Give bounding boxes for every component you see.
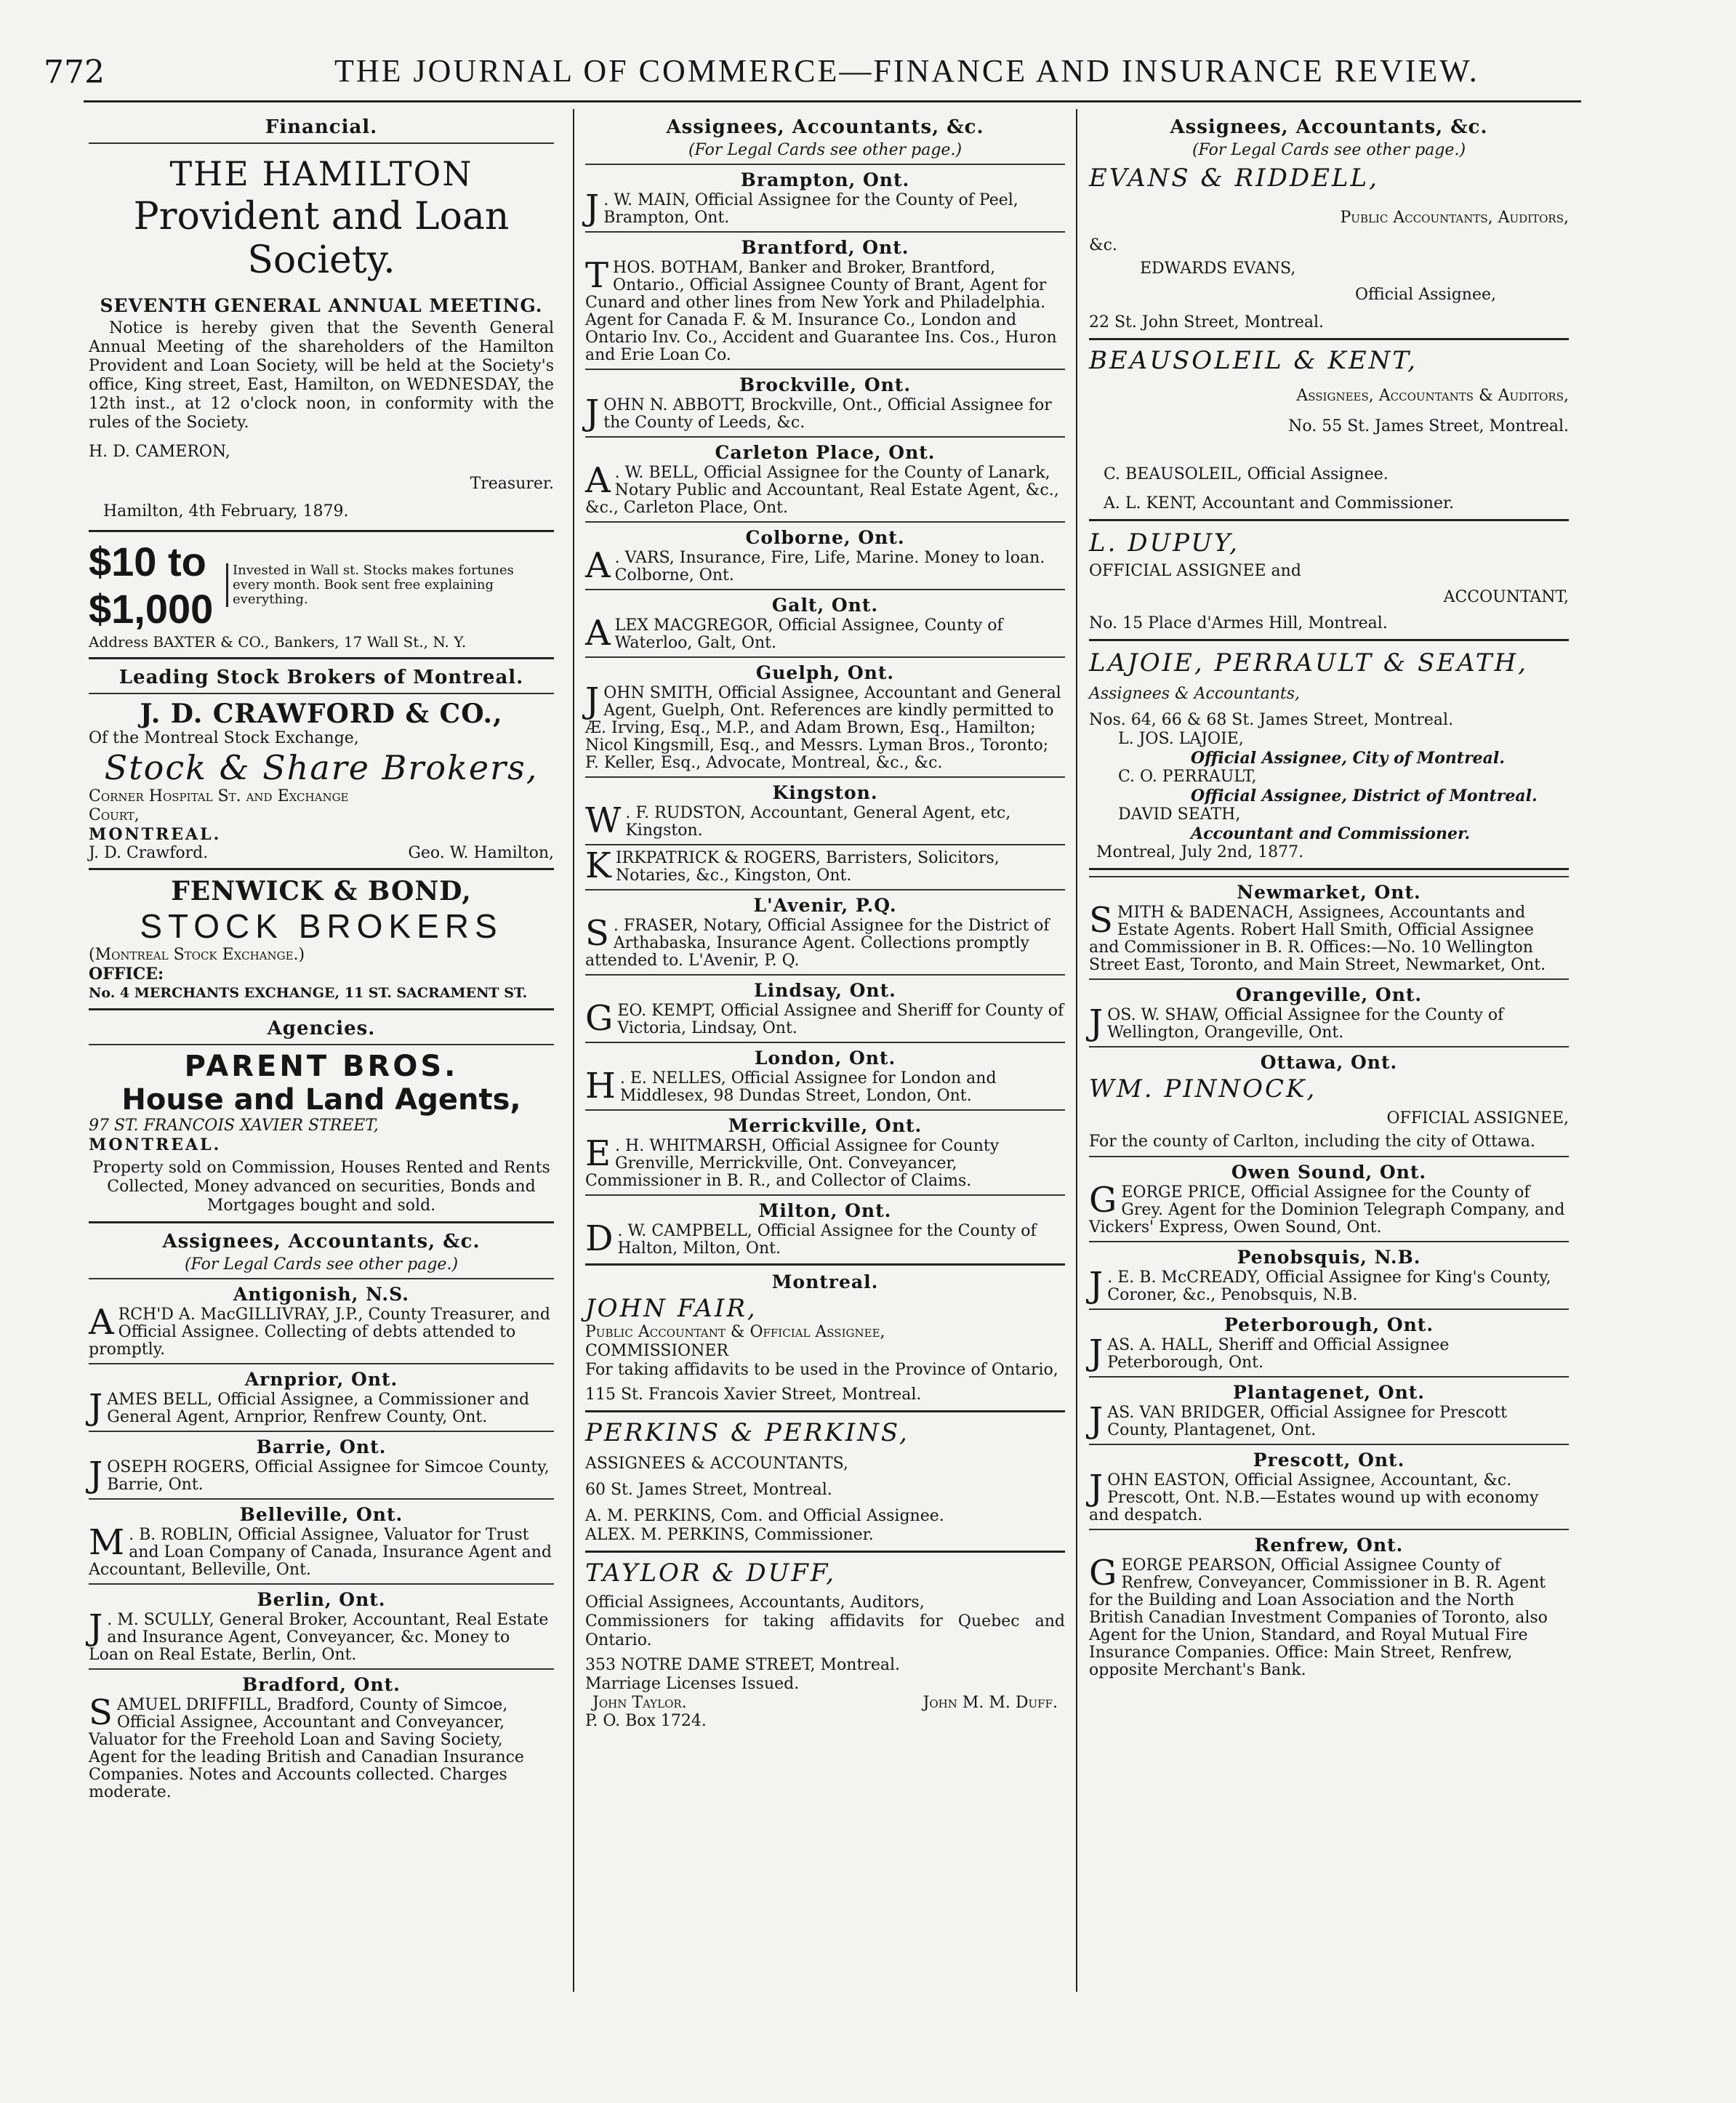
drop-cap: S [1089,900,1113,941]
divider [1089,1444,1569,1445]
list-item [585,913,1065,970]
place-heading: Brockville, Ont. [739,374,912,395]
divider [1089,338,1569,340]
section-note: (For Legal Cards see other page.) [184,1255,459,1274]
card-line: OFFICIAL ASSIGNEE, [1386,1109,1569,1127]
list-item [1089,1332,1569,1373]
entry-text: . M. SCULLY, General Broker, Accountant, Real Estate and Insurance Agent, Conveyancer, &c. Money to Loan on Real Estate, Berlin, Ont. [89,1611,549,1664]
divider [1089,1529,1569,1530]
card-line: Assignees, Accountants & Auditors, [1296,387,1569,405]
card-line: Official Assignee, [1355,286,1496,304]
place-heading: Kingston. [772,782,878,803]
card-line: Marriage Licenses Issued. [585,1675,800,1693]
entry-text: IRKPATRICK & ROGERS, Barristers, Solicitors, Notaries, &c., Kingston, Ont. [615,849,1000,885]
card-address: 22 St. John Street, Montreal. [1089,313,1325,331]
list-item [89,1522,554,1579]
entry-text: OS. W. SHAW, Official Assignee for the County of Wellington, Orangeville, Ont. [1107,1006,1504,1042]
card-person: DAVID SEATH, [1118,805,1241,824]
card-line: Accountant and Commissioner. [1191,824,1471,843]
entry-text: OHN SMITH, Official Assignee, Accountant and General Agent, Guelph, Ont. References are kindly permitted to Æ. Irving, Esq., M.P., and Adam Brown, Esq., Hamilton; Nicol Kingsmill, Esq., and Messrs. Lyman Bros., Toronto; F. Keller, Esq., Advocate, Montreal, &c., &c. [585,684,1061,772]
entry-text: OHN EASTON, Official Assignee, Accountant, &c. Prescott, Ont. N.B.—Estates wound up with economy and despatch. [1089,1471,1539,1524]
entry-text: EORGE PEARSON, Official Assignee County of Renfrew, Conveyancer, Commissioner in B. R. Agent for the Building and Loan Association and the North British Canadian Investment Companies of Toronto, also Agent for the Union, Standard, and Royal Mutual Fire Insurance Companies. Office: Main Street, Renfrew, opposite Merchant's Bank. [1089,1556,1548,1679]
place-heading: Newmarket, Ont. [1237,882,1421,903]
meeting-heading: SEVENTH GENERAL ANNUAL MEETING. [100,295,543,316]
divider [585,1194,1065,1196]
divider [585,776,1065,778]
entry-text: . W. BELL, Official Assignee for the County of Lanark, Notary Public and Accountant, Real Estate Agent, &c., &c., Carleton Place, Ont. [585,464,1059,517]
divider [89,1498,554,1500]
card-name: LAJOIE, PERRAULT & SEATH, [1089,648,1528,677]
card-line: Assignees & Accountants, [1089,685,1301,703]
entry-text: EO. KEMPT, Official Assignee and Sheriff for County of Victoria, Lindsay, Ont. [617,1002,1064,1037]
list-item [585,998,1065,1039]
partner-name: Geo. W. Hamilton, [408,844,554,862]
entry-text: AS. VAN BRIDGER, Official Assignee for Prescott County, Plantagenet, Ont. [1107,1404,1507,1439]
divider [585,844,1065,845]
card-person: C. O. PERRAULT, [1118,768,1257,786]
entry-text: RCH'D A. MacGILLIVRAY, J.P., County Treasurer, and Official Assignee. Collecting of debts attended to promptly. [89,1306,550,1359]
drop-cap: J [89,1387,103,1428]
drop-cap: J [1089,1468,1104,1508]
column-3 [1089,109,1569,1684]
divider [1089,868,1569,870]
section-heading: Financial. [265,116,378,138]
firm-name: PARENT BROS. [184,1050,459,1083]
place-heading: London, Ont. [754,1048,896,1069]
list-item [585,1133,1065,1190]
place-heading: Lindsay, Ont. [754,980,896,1001]
column-1 [89,109,554,1806]
divider [89,530,554,532]
entry-text: . FRASER, Notary, Official Assignee for the District of Arthabaska, Insurance Agent. Collections promptly attended to. L'Avenir, P. Q. [585,917,1050,970]
card-names [585,1694,1065,1712]
card-line: Commissioners for taking affidavits for Quebec and Ontario. [585,1612,1065,1649]
card-name: WM. PINNOCK, [1089,1074,1317,1103]
place-heading: Brantford, Ont. [741,237,909,258]
firm-city: MONTREAL. [89,1135,222,1154]
ad-title: Provident and Loan Society. [133,195,510,282]
entry-text: MITH & BADENACH, Assignees, Accountants and Estate Agents. Robert Hall Smith, Official Assignee and Commissioner in B. R. Offices:—No. 10 Wellington Street East, Toronto, and Main Street, Newmarket, Ont. [1089,904,1546,974]
card-line: P. O. Box 1724. [585,1712,707,1730]
entry-text: . F. RUDSTON, Accountant, General Agent, etc, Kingston. [625,804,1011,840]
divider [585,1042,1065,1043]
list-item [89,1607,554,1664]
drop-cap: J [1089,1002,1104,1043]
drop-cap: J [89,1607,103,1648]
firm-line: House and Land Agents, [121,1083,521,1117]
ad-title: THE HAMILTON [169,154,473,193]
firm-line: Court, [89,806,140,824]
card-line: COMMISSIONER [585,1342,728,1360]
section-heading: Assignees, Accountants, &c. [162,1231,481,1252]
place-heading: Colborne, Ont. [745,527,905,548]
list-item [89,1692,554,1801]
card-address: No. 15 Place d'Armes Hill, Montreal. [1089,614,1388,632]
firm-line: (Montreal Stock Exchange.) [89,946,305,964]
place-heading: Merrickville, Ont. [728,1115,923,1136]
divider [1089,519,1569,521]
card-date: Montreal, July 2nd, 1877. [1096,843,1304,861]
divider [1089,1241,1569,1242]
section-heading: Assignees, Accountants, &c. [1170,116,1488,138]
list-item [585,545,1065,586]
drop-cap: J [1089,1332,1104,1373]
place-heading: Plantagenet, Ont. [1232,1382,1426,1403]
column-rule [573,109,574,1992]
card-line: A. M. PERKINS, Com. and Official Assignee. [585,1507,944,1525]
divider [585,436,1065,438]
list-item [1089,1553,1569,1679]
entry-text: HOS. BOTHAM, Banker and Broker, Brantford, Ontario., Official Assignee County of Brant, Agent for Cunard and other lines from New York and Philadelphia. Agent for Canada F. & M. Insurance Co., London and Ontario Inv. Co., Accident and Guarantee Ins. Cos., Huron and Erie Loan Co. [585,259,1057,364]
entry-text: AS. A. HALL, Sheriff and Official Assignee Peterborough, Ont. [1107,1336,1450,1372]
divider [1089,639,1569,641]
divider [89,1044,554,1045]
card-line: ALEX. M. PERKINS, Commissioner. [585,1526,874,1544]
list-item [585,255,1065,364]
card-address: Nos. 64, 66 & 68 St. James Street, Montreal. [1089,711,1454,729]
date: Hamilton, 4th February, 1879. [103,502,349,520]
column-2 [585,109,1065,1731]
card-line: ACCOUNTANT, [1443,588,1569,606]
divider [89,1008,554,1010]
drop-cap: G [585,998,614,1039]
divider [585,369,1065,370]
signer: H. D. CAMERON, [89,443,230,461]
place-heading: Milton, Ont. [758,1200,892,1221]
section-note: (For Legal Cards see other page.) [688,141,963,159]
list-item [89,1455,554,1495]
entry-text: . E. NELLES, Official Assignee for London and Middlesex, 98 Dundas Street, London, Ont. [619,1069,997,1105]
firm-name: FENWICK & BOND, [171,876,472,906]
place-heading: Renfrew, Ont. [1254,1535,1404,1556]
card-name: TAYLOR & DUFF, [585,1559,836,1588]
entry-text: . E. B. McCREADY, Official Assignee for King's County, Coroner, &c., Penobsquis, N.B. [1107,1268,1551,1304]
divider [585,1551,1065,1553]
card-line: Public Accountants, Auditors, [1340,209,1569,227]
card-line: Official Assignee, City of Montreal. [1191,749,1505,768]
partner-name: J. D. Crawford. [89,844,209,862]
divider [89,142,554,144]
drop-cap: J [585,680,600,721]
list-item [585,188,1065,228]
card-name: L. DUPUY, [1089,528,1239,558]
drop-cap: A [585,613,611,654]
firm-text: Property sold on Commission, Houses Rented and Rents Collected, Money advanced on securities, Bonds and Mortgages bought and sold. [92,1159,550,1215]
drop-cap: E [585,1133,611,1174]
card-address: 353 NOTRE DAME STREET, Montreal. [585,1656,900,1674]
list-item [585,1218,1065,1259]
place-heading: Barrie, Ont. [256,1436,387,1457]
entry-list [1089,1156,1569,1679]
list-item [1089,1265,1569,1306]
drop-cap: D [585,1218,614,1259]
firm-address: 97 ST. FRANCOIS XAVIER STREET, [89,1117,379,1135]
partner-name: John Taylor. [592,1694,687,1712]
card-name: EVANS & RIDDELL, [1089,164,1379,193]
firm-wide: STOCK BROKERS [140,907,503,945]
drop-cap: A [89,1302,114,1343]
divider [585,1109,1065,1111]
drop-cap: G [1089,1180,1117,1221]
list-item [1089,1002,1569,1043]
firm-line: Of the Montreal Stock Exchange, [89,729,359,747]
entry-text: AMUEL DRIFFILL, Bradford, County of Simcoe, Official Assignee, Accountant and Conveyancer, Valuator for the Freehold Loan and Saving Society, Agent for the leading British and Canadian Insurance Companies. Notes and Accounts collected. Charges moderate. [89,1696,524,1801]
entry-text: LEX MACGREGOR, Official Assignee, County of Waterloo, Galt, Ont. [614,616,1003,652]
card-line: ASSIGNEES & ACCOUNTANTS, [585,1455,848,1473]
card-person: EDWARDS EVANS, [1140,260,1296,278]
partner-name: John M. M. Duff. [923,1694,1058,1712]
divider [89,1363,554,1364]
section-note: (For Legal Cards see other page.) [1192,141,1466,159]
card-line: For taking affidavits to be used in the Province of Ontario, [585,1361,1058,1379]
entry-text: EORGE PRICE, Official Assignee for the County of Grey. Agent for the Dominion Telegraph Company, and Vickers' Express, Owen Sound, Ont. [1089,1183,1565,1237]
divider [585,589,1065,590]
card-address: 115 St. Francois Xavier Street, Montreal. [585,1386,922,1404]
list-item [89,1387,554,1428]
page-number: 772 [44,54,105,91]
list-item [585,1066,1065,1106]
entry-text: AMES BELL, Official Assignee, a Commissioner and General Agent, Arnprior, Renfrew County, Ont. [107,1391,530,1426]
firm-line: Corner Hospital St. and Exchange [89,787,349,805]
card-name: JOHN FAIR, [585,1294,758,1323]
place-heading: Antigonish, N.S. [233,1284,409,1305]
drop-cap: J [585,188,600,228]
divider [585,1410,1065,1412]
card-line: &c. [1089,236,1117,254]
divider [89,657,554,659]
entry-text: . H. WHITMARSH, Official Assignee for County Grenville, Merrickville, Ont. Conveyancer, Commissioner in B. R., and Collector of Claims. [585,1137,1000,1190]
divider [585,656,1065,658]
place-heading: Penobsquis, N.B. [1237,1247,1421,1268]
list-item [585,613,1065,654]
drop-cap: K [585,845,611,886]
place-heading: Ottawa, Ont. [1260,1052,1398,1073]
drop-cap: J [1089,1400,1104,1441]
entry-list [89,1278,554,1801]
divider [585,521,1065,523]
list-item [1089,1180,1569,1237]
place-heading: Arnprior, Ont. [244,1369,398,1390]
entry-list [1089,876,1569,1042]
place-heading: Prescott, Ont. [1253,1449,1405,1471]
money-text: Invested in Wall st. Stocks makes fortunes every month. Book sent free explaining everything. [226,563,554,607]
drop-cap: T [585,255,609,296]
entry-text: . B. ROBLIN, Official Assignee, Valuator for Trust and Loan Company of Canada, Insurance Agent and Accountant, Belleville, Ont. [89,1526,552,1579]
divider [89,1668,554,1670]
divider [1089,978,1569,980]
divider [585,974,1065,976]
card-address: No. 55 St. James Street, Montreal. [1288,417,1569,435]
divider [89,1431,554,1432]
place-heading: Peterborough, Ont. [1223,1314,1434,1335]
list-item [1089,1468,1569,1524]
card-name: PERKINS & PERKINS, [585,1418,909,1447]
card-address: 60 St. James Street, Montreal. [585,1481,832,1499]
divider [89,693,554,694]
firm-line: OFFICE: [89,965,164,984]
drop-cap: J [89,1455,103,1495]
section-heading: Assignees, Accountants, &c. [666,116,984,138]
section-heading: Agencies. [267,1018,376,1040]
list-item [1089,1400,1569,1441]
place-heading: Bradford, Ont. [242,1674,401,1695]
firm-name: J. D. CRAWFORD & CO., [140,699,503,729]
divider [89,1583,554,1585]
place-heading: Brampton, Ont. [740,169,910,190]
list-item [585,393,1065,433]
card-line: C. BEAUSOLEIL, Official Assignee. [1104,465,1389,483]
place-heading: Orangeville, Ont. [1235,984,1423,1005]
divider [89,868,554,870]
list-item [89,1302,554,1359]
divider [585,231,1065,233]
place-heading: Belleville, Ont. [239,1504,403,1525]
card-line: OFFICIAL ASSIGNEE and [1089,562,1301,580]
column-rule [1076,109,1077,1992]
firm-script: Stock & Share Brokers, [104,748,539,787]
drop-cap: A [585,460,611,501]
divider [1089,1376,1569,1378]
divider [1089,1156,1569,1157]
list-item [585,680,1065,772]
card-line: Official Assignees, Accountants, Auditors, [585,1593,925,1612]
header-rule [84,100,1581,102]
place-heading: Owen Sound, Ont. [1231,1162,1427,1183]
entry-list [585,164,1065,1258]
money-ad [89,538,554,632]
running-title: THE JOURNAL OF COMMERCE—FINANCE AND INSURANCE REVIEW. [334,53,1479,89]
drop-cap: G [1089,1553,1117,1593]
firm-names [89,844,554,862]
list-item [1089,900,1569,974]
drop-cap: S [585,913,609,954]
card-line: For the county of Carlton, including the city of Ottawa. [1089,1133,1536,1151]
drop-cap: A [585,545,611,586]
divider [585,164,1065,165]
place-heading: Guelph, Ont. [755,662,895,683]
list-item [585,800,1065,841]
place-heading: Carleton Place, Ont. [715,442,936,463]
card-name: BEAUSOLEIL & KENT, [1089,346,1418,375]
place-heading: Montreal. [771,1271,879,1292]
money-amount: $10 to $1,000 [89,539,214,632]
meeting-text: Notice is hereby given that the Seventh General Annual Meeting of the shareholders of the Hamilton Provident and Loan Society, will be held at the Society's office, King street, East, Hamilton, on WEDNESDAY, the 12th inst., at 12 o'clock noon, in conformity with the rules of the Society. [89,319,554,432]
place-heading: Galt, Ont. [771,595,879,616]
entry-text: . VARS, Insurance, Fire, Life, Marine. Money to loan. Colborne, Ont. [614,549,1045,584]
entry-text: OSEPH ROGERS, Official Assignee for Simcoe County, Barrie, Ont. [107,1458,550,1494]
drop-cap: W [585,800,622,841]
divider [585,1263,1065,1266]
section-heading: Leading Stock Brokers of Montreal. [118,667,524,688]
list-item [585,460,1065,517]
divider [89,1278,554,1279]
money-address: Address BAXTER & CO., Bankers, 17 Wall St., N. Y. [89,633,467,651]
divider [1089,876,1569,877]
divider [585,889,1065,890]
card-line: A. L. KENT, Accountant and Commissioner. [1104,494,1455,512]
drop-cap: J [1089,1265,1104,1306]
card-line: Public Accountant & Official Assignee, [585,1323,885,1341]
place-heading: L'Avenir, P.Q. [753,895,897,916]
list-item [585,845,1065,886]
card-person: L. JOS. LAJOIE, [1118,730,1244,748]
signer-title: Treasurer. [470,475,554,493]
drop-cap: S [89,1692,113,1733]
drop-cap: J [585,393,600,433]
firm-city: MONTREAL. [89,825,222,844]
divider [1089,1046,1569,1048]
firm-address: No. 4 MERCHANTS EXCHANGE, 11 ST. SACRAMENT ST. [89,985,528,1001]
drop-cap: M [89,1522,125,1563]
drop-cap: H [585,1066,616,1106]
entry-text: OHN N. ABBOTT, Brockville, Ont., Official Assignee for the County of Leeds, &c. [603,396,1052,432]
divider [89,1221,554,1223]
card-line: Official Assignee, District of Montreal. [1191,787,1538,805]
entry-text: . W. MAIN, Official Assignee for the County of Peel, Brampton, Ont. [603,191,1018,227]
place-heading: Berlin, Ont. [257,1589,386,1610]
divider [1089,1308,1569,1310]
entry-text: . W. CAMPBELL, Official Assignee for the County of Halton, Milton, Ont. [617,1222,1037,1258]
